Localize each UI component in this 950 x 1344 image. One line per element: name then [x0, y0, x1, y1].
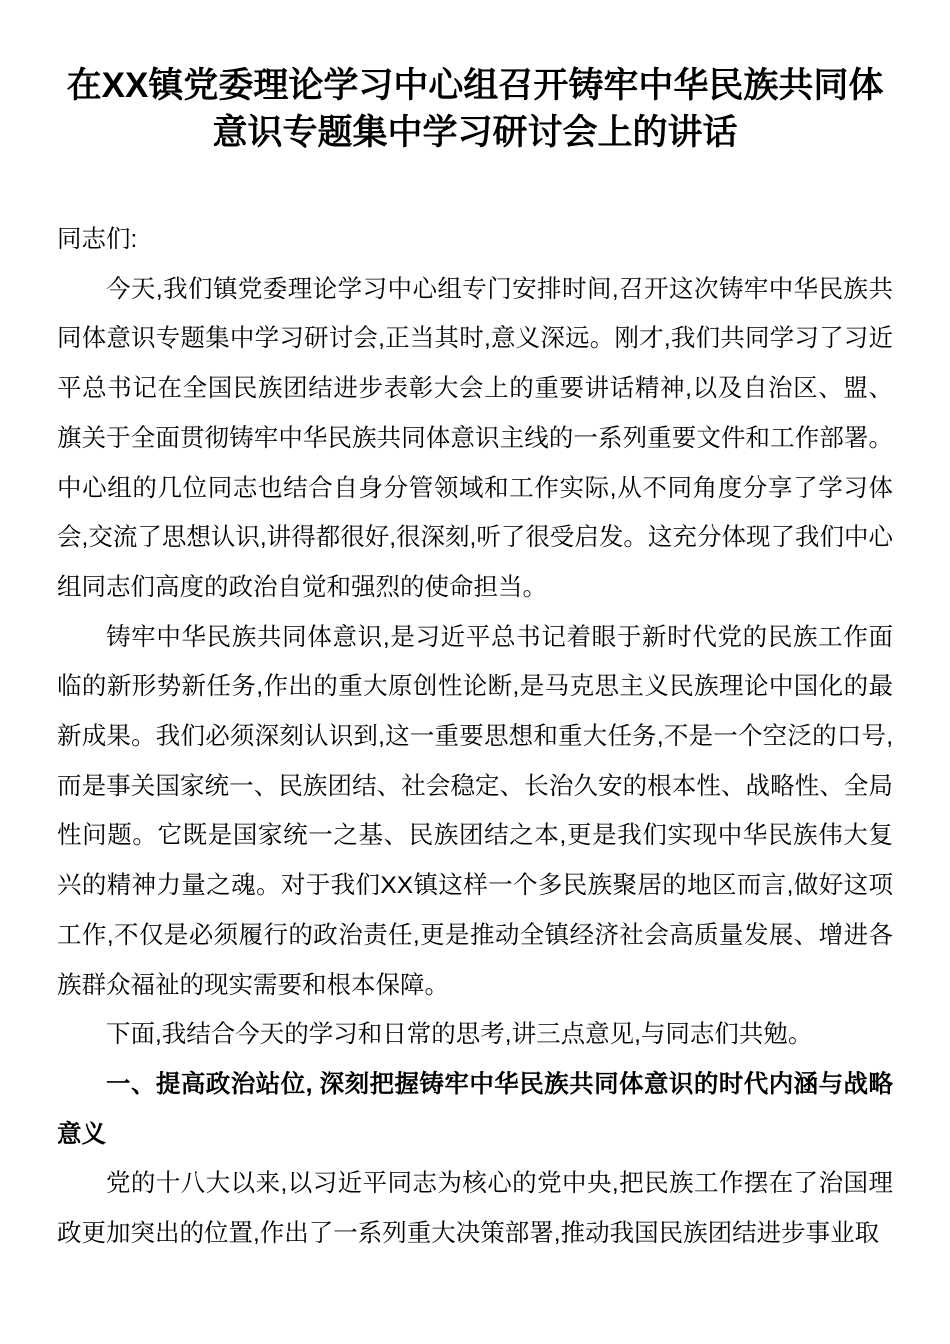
paragraph: 铸牢中华民族共同体意识,是习近平总书记着眼于新时代党的民族工作面临的新形势新任务,作出的重大原创性论断,是马克思主义民族理论中国化的最新成果。我们必须深刻认识到,这一重要思想和重大任务,不是一个空泛的口号,而是事关国家统一、民族团结、社会稳定、长治久安的根本性、战略性、全局性问题。它既是国家统一之基、民族团结之本,更是我们实现中华民族伟大复兴的精神力量之魂。对于我们XX镇这样一个多民族聚居的地区而言,做好这项工作,不仅是必须履行的政治责任,更是推动全镇经济社会高质量发展、增进各族群众福祉的现实需要和根本保障。: [57, 623, 893, 999]
paragraph: 一、提高政治站位, 深刻把握铸牢中华民族共同体意识的时代内涵与战略意义: [57, 1070, 893, 1148]
document-body: [57, 215, 893, 1259]
paragraph: 下面,我结合今天的学习和日常的思考,讲三点意见,与同志们共勉。: [106, 1021, 813, 1049]
paragraph: 党的十八大以来,以习近平同志为核心的党中央,把民族工作摆在了治国理政更加突出的位置,作出了一系列重大决策部署,推动我国民族团结进步事业取: [57, 1170, 893, 1248]
paragraph: 今天,我们镇党委理论学习中心组专门安排时间,召开这次铸牢中华民族共同体意识专题集中学习研讨会,正当其时,意义深远。刚才,我们共同学习了习近平总书记在全国民族团结进步表彰大会上的重要讲话精神,以及自治区、盟、旗关于全面贯彻铸牢中华民族共同体意识主线的一系列重要文件和工作部署。中心组的几位同志也结合自身分管领域和工作实际,从不同角度分享了学习体会,交流了思想认识,讲得都很好,很深刻,听了很受启发。这充分体现了我们中心组同志们高度的政治自觉和强烈的使命担当。: [57, 275, 893, 601]
paragraph: 同志们:: [57, 226, 138, 253]
document-title: 在XX镇党委理论学习中心组召开铸牢中华民族共同体意识专题集中学习研讨会上的讲话: [66, 66, 884, 152]
